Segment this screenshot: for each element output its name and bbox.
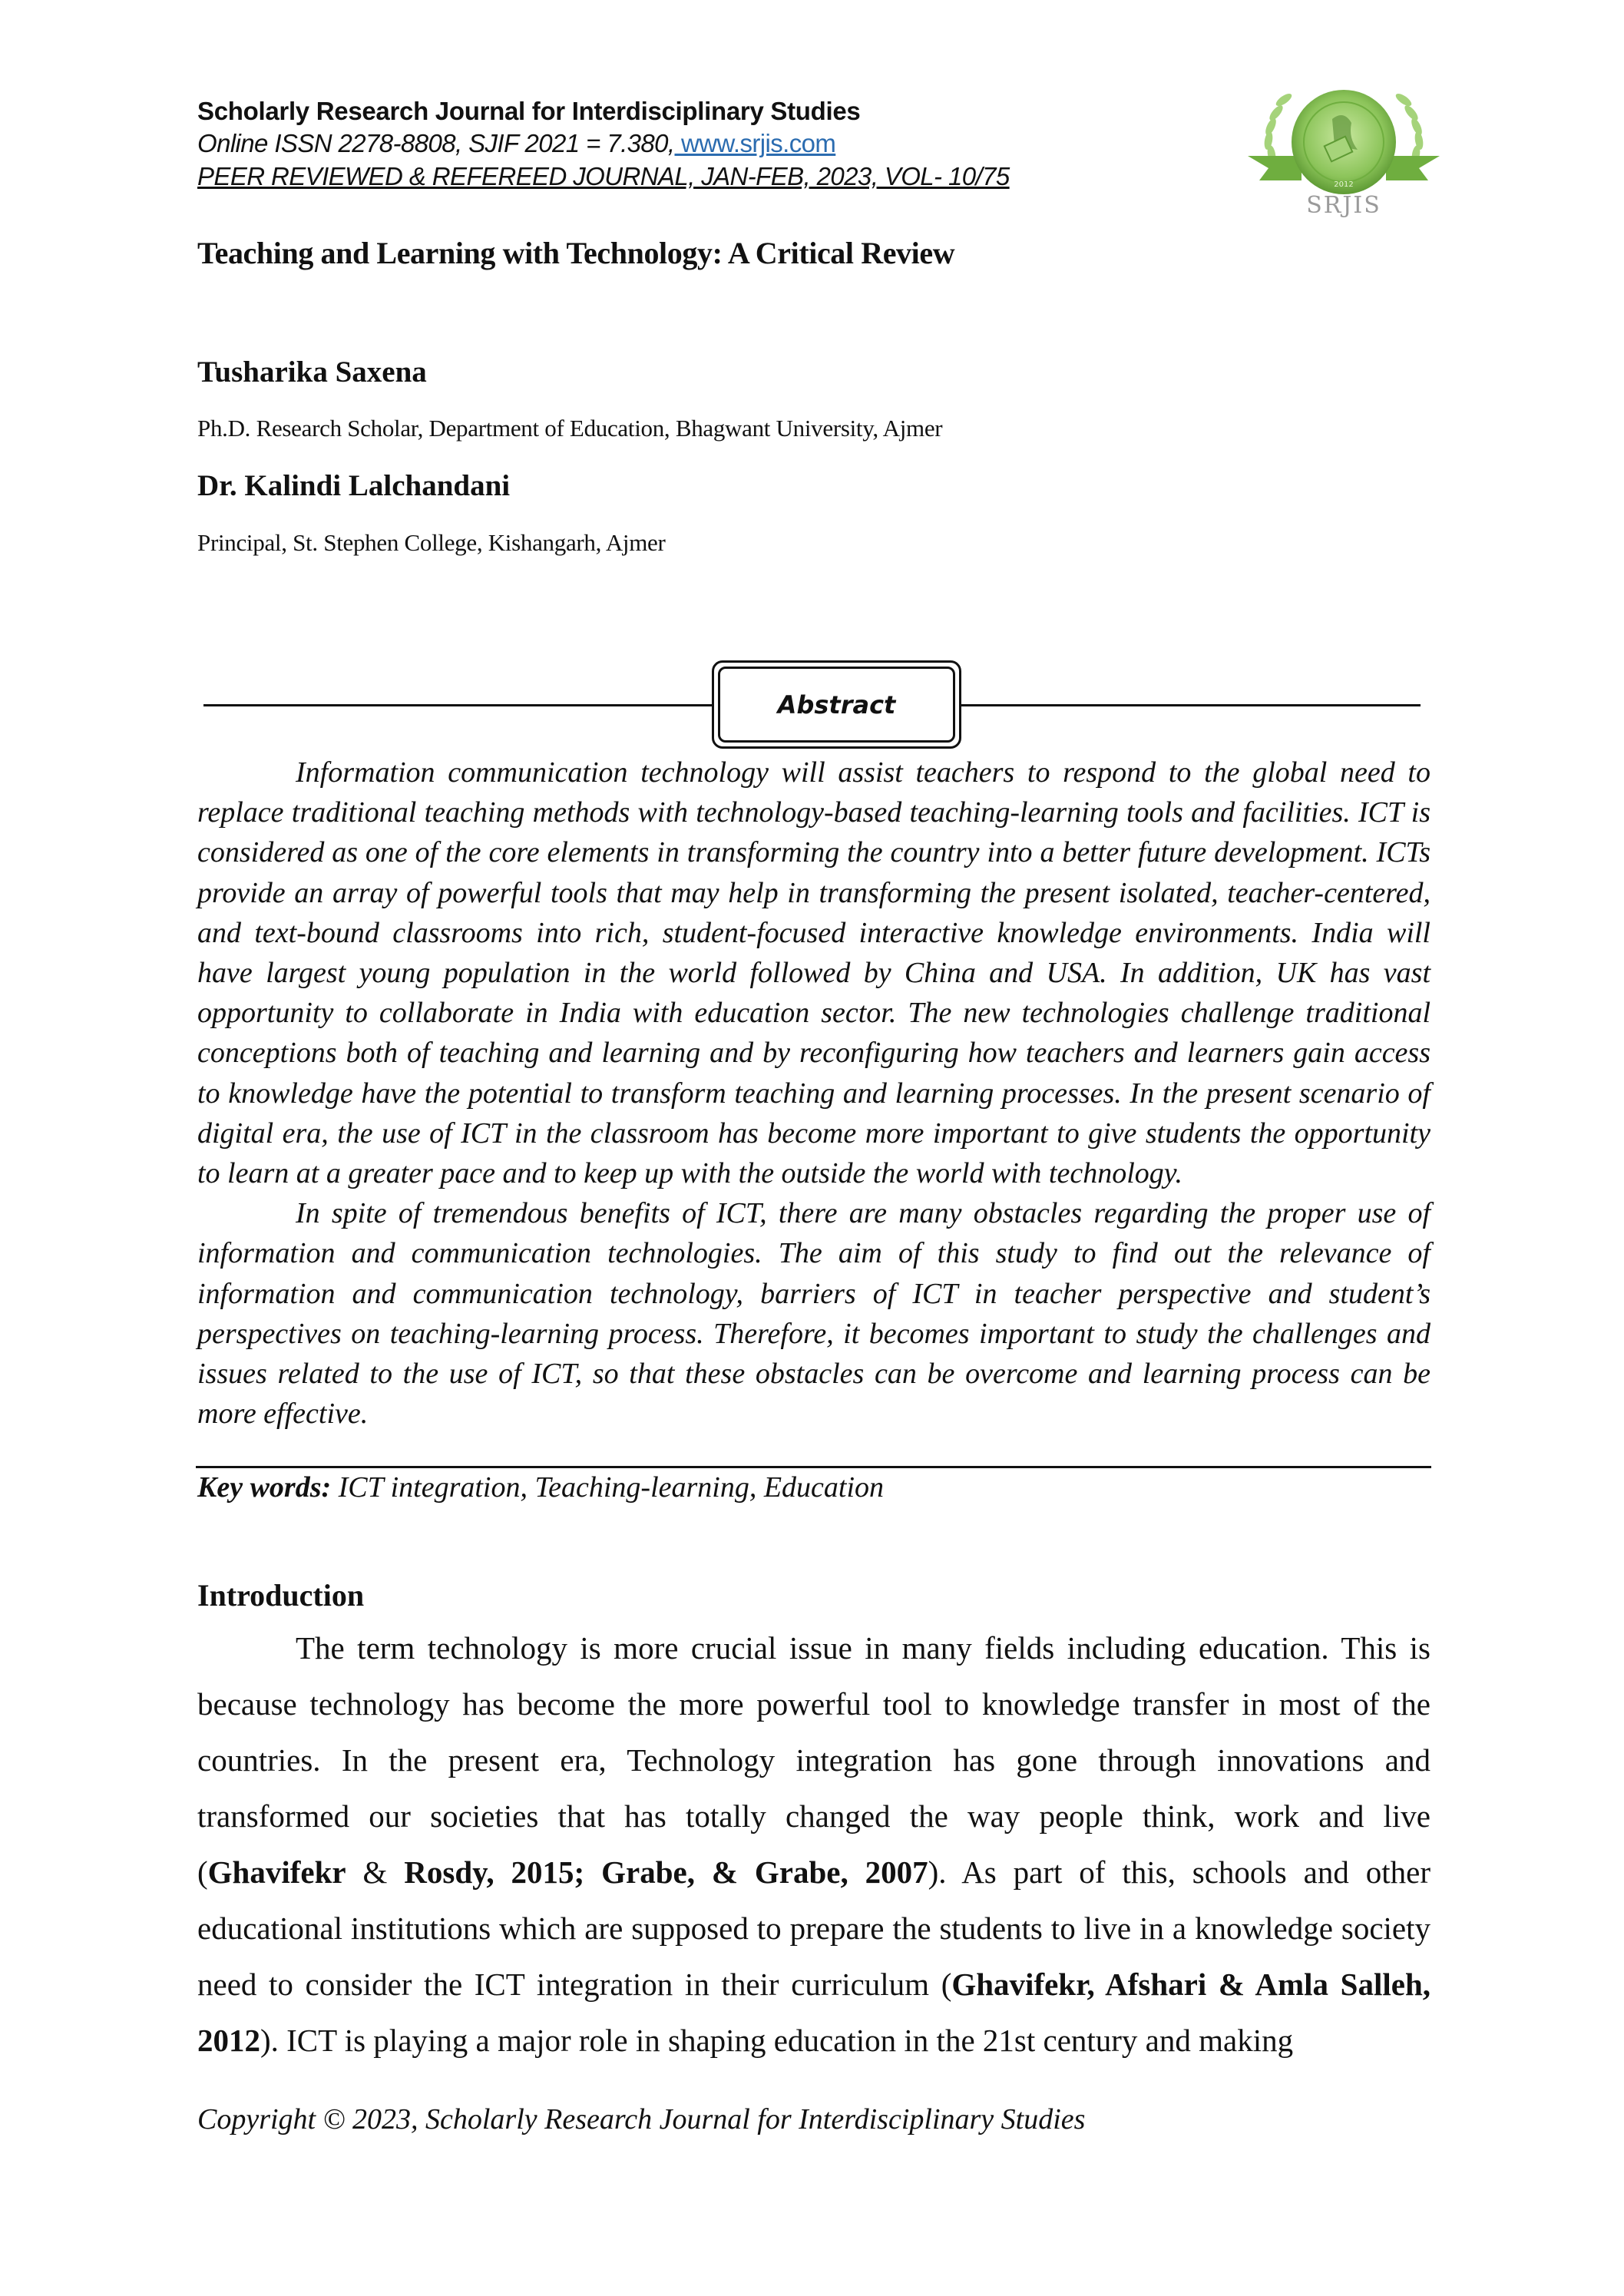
citation: Ghavifekr bbox=[207, 1854, 346, 1890]
laurel-seal-icon bbox=[1229, 65, 1459, 219]
keywords-values: ICT integration, Teaching-learning, Education bbox=[331, 1471, 885, 1504]
author-name-2: Dr. Kalindi Lalchandani bbox=[197, 469, 511, 502]
intro-text-segment: ). As part of this, schools and other educational institutions which are supposed to prepare the students to live in a knowledge society need to consider the ICT integration in their curriculum ( bbox=[197, 1854, 1431, 2002]
author-name-1: Tusharika Saxena bbox=[197, 356, 427, 389]
journal-website-link[interactable]: www.srjis.com bbox=[674, 129, 836, 157]
author-affiliation-2: Principal, St. Stephen College, Kishangarh, Ajmer bbox=[197, 529, 666, 556]
author-affiliation-1: Ph.D. Research Scholar, Department of Education, Bhagwant University, Ajmer bbox=[197, 415, 943, 442]
srjis-logo bbox=[1229, 65, 1459, 219]
logo-year: 2012 bbox=[1334, 180, 1354, 189]
keywords-label: Key words: bbox=[197, 1471, 332, 1504]
citation: Rosdy, 2015; Grabe, & Grabe, 2007 bbox=[404, 1854, 928, 1890]
abstract-paragraph-1: Information communication technology will assist teachers to respond to the global need to replace traditional teaching methods with technology-based teaching-learning tools and facilities. ICT is considered as one of the core elements in transforming the country into a better future development. ICTs provide an array of powerful tools that may help in transforming the present isolated, teacher-centered, and text-bound classrooms into rich, student-focused interactive knowledge environments. India will have largest young population in the world followed by China and USA. In addition, UK has vast opportunity to collaborate in India with education sector. The new technologies challenge traditional conceptions both of teaching and learning and by reconfiguring how teachers and learners gain access to knowledge have the potential to transform teaching and learning processes. In the present scenario of digital era, the use of ICT in the classroom has become more important to give students the opportunity to learn at a greater pace and to keep up with the outside the world with technology. bbox=[197, 756, 1431, 1190]
peer-review-line: PEER REVIEWED & REFEREED JOURNAL, JAN-FEB, 2023, VOL- 10/75 bbox=[197, 162, 1010, 190]
introduction-paragraph-1 bbox=[197, 1620, 1431, 2069]
copyright-footer: Copyright © 2023, Scholarly Research Journal for Interdisciplinary Studies bbox=[197, 2103, 1086, 2136]
keywords-line bbox=[197, 1471, 884, 1504]
abstract-body bbox=[197, 753, 1431, 1434]
abstract-heading: Abstract bbox=[777, 690, 896, 720]
introduction-body bbox=[197, 1620, 1431, 2069]
intro-text-segment: The term technology is more crucial issue in many fields including education. This is because technology has become the more powerful tool to knowledge transfer in most of the countries. In the present era, Technology integration has gone through innovations and transformed our societies that has totally changed the way people think, work and live ( bbox=[197, 1630, 1431, 1890]
introduction-heading: Introduction bbox=[197, 1578, 365, 1613]
logo-text: SRJIS bbox=[1306, 192, 1381, 219]
abstract-heading-box bbox=[712, 660, 961, 749]
paper-title: Teaching and Learning with Technology: A Critical Review bbox=[197, 236, 955, 270]
abstract-paragraph-2: In spite of tremendous benefits of ICT, there are many obstacles regarding the proper use of information and communication technologies. The aim of this study to find out the relevance of information and communication technology, barriers of ICT in teacher perspective and student’s perspectives on teaching-learning process. Therefore, it becomes important to study the challenges and issues related to the use of ICT, so that these obstacles can be overcome and learning process can be more effective. bbox=[197, 1197, 1431, 1431]
intro-text-segment: ). ICT is playing a major role in shaping education in the 21st century and making bbox=[260, 2023, 1294, 2058]
abstract-rule-right bbox=[960, 704, 1421, 706]
keywords-divider bbox=[196, 1466, 1431, 1468]
intro-text-segment: & bbox=[346, 1854, 405, 1890]
journal-issn-line bbox=[197, 129, 835, 158]
issn-text: Online ISSN 2278-8808, SJIF 2021 = 7.380, bbox=[197, 129, 675, 157]
abstract-rule-left bbox=[203, 704, 714, 706]
journal-name: Scholarly Research Journal for Interdisciplinary Studies bbox=[197, 97, 861, 125]
citation: Ghavifekr, Afshari & Amla Salleh, 2012 bbox=[197, 1967, 1431, 2058]
